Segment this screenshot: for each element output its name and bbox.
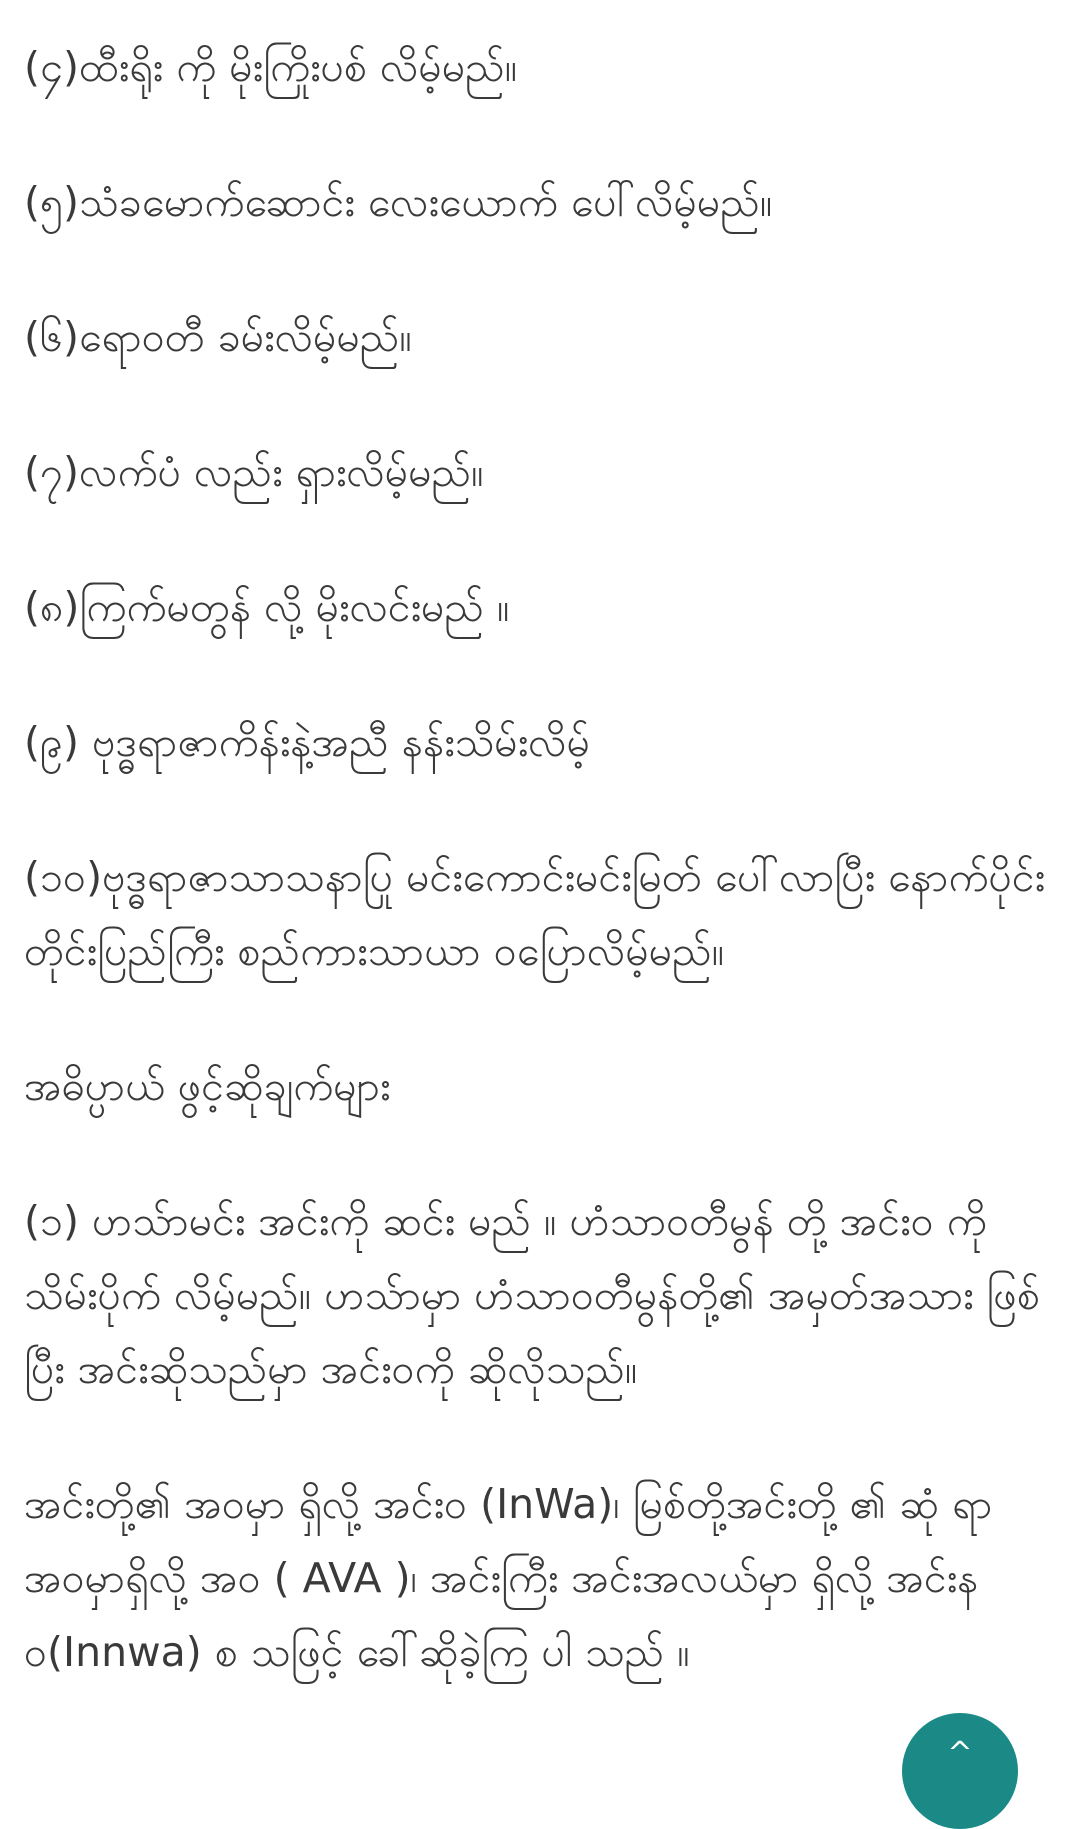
article-paragraph: (၅)သံခမောက်ဆောင်း လေးယောက် ပေါ်လိမ့်မည်။ [24, 178, 773, 226]
article-body [24, 30, 1054, 1750]
article-paragraph: (၉) ဗုဒ္ဓရာဇာကိန်းနဲ့အညီ နန်းသိမ်းလိမ့် [24, 718, 590, 766]
article-paragraph: အင်းတို့၏ အဝမှာ ရှိလို့ အင်းဝ (InWa)၊ မြစ်တို့အင်းတို့ ၏ ဆုံ ရာ အဝမှာရှိလို့ အဝ ( AVA )၊ အင်းကြီး အင်းအလယ်မှာ ရှိလို့ အင်းနဝ(Innwa) စ သဖြင့် ခေါ်ဆိုခဲ့ကြ ပါ သည် ။ [24, 1480, 993, 1676]
article-paragraph: (၄)ထီးရိုး ကို မိုးကြိုးပစ် လိမ့်မည်။ [24, 43, 518, 91]
article-paragraph: (၇)လက်ပံ လည်း ရှားလိမ့်မည်။ [24, 448, 484, 496]
chevron-up-icon: ^ [947, 1736, 973, 1771]
article-paragraph: (၁၀)ဗုဒ္ဓရာဇာသာသနာပြု မင်းကောင်းမင်းမြတ် ပေါ်လာပြီး နောက်ပိုင်း တိုင်းပြည်ကြီး စည်ကားသာယာ ဝပြောလိမ့်မည်။ [24, 853, 1046, 975]
scroll-to-top-button[interactable] [902, 1713, 1018, 1829]
article-paragraph: (၁) ဟသ်ာမင်း အင်းကို ဆင်း မည် ။ ဟံသာဝတီမွန် တို့ အင်းဝ ကို သိမ်းပိုက် လိမ့်မည်။ ဟသ်ာမှာ ဟံသာဝတီမွန်တို့၏ အမှတ်အသား ဖြစ်ပြီး အင်းဆိုသည်မှာ အင်းဝကို ဆိုလိုသည်။ [24, 1197, 1040, 1393]
article-paragraph: (၈)ကြက်မတွန် လို့ မိုးလင်းမည် ။ [24, 583, 510, 631]
article-paragraph: (၆)ရောဝတီ ခမ်းလိမ့်မည်။ [24, 313, 412, 361]
section-heading: အဓိပ္ပာယ် ဖွင့်ဆိုချက်များ [24, 1062, 391, 1110]
